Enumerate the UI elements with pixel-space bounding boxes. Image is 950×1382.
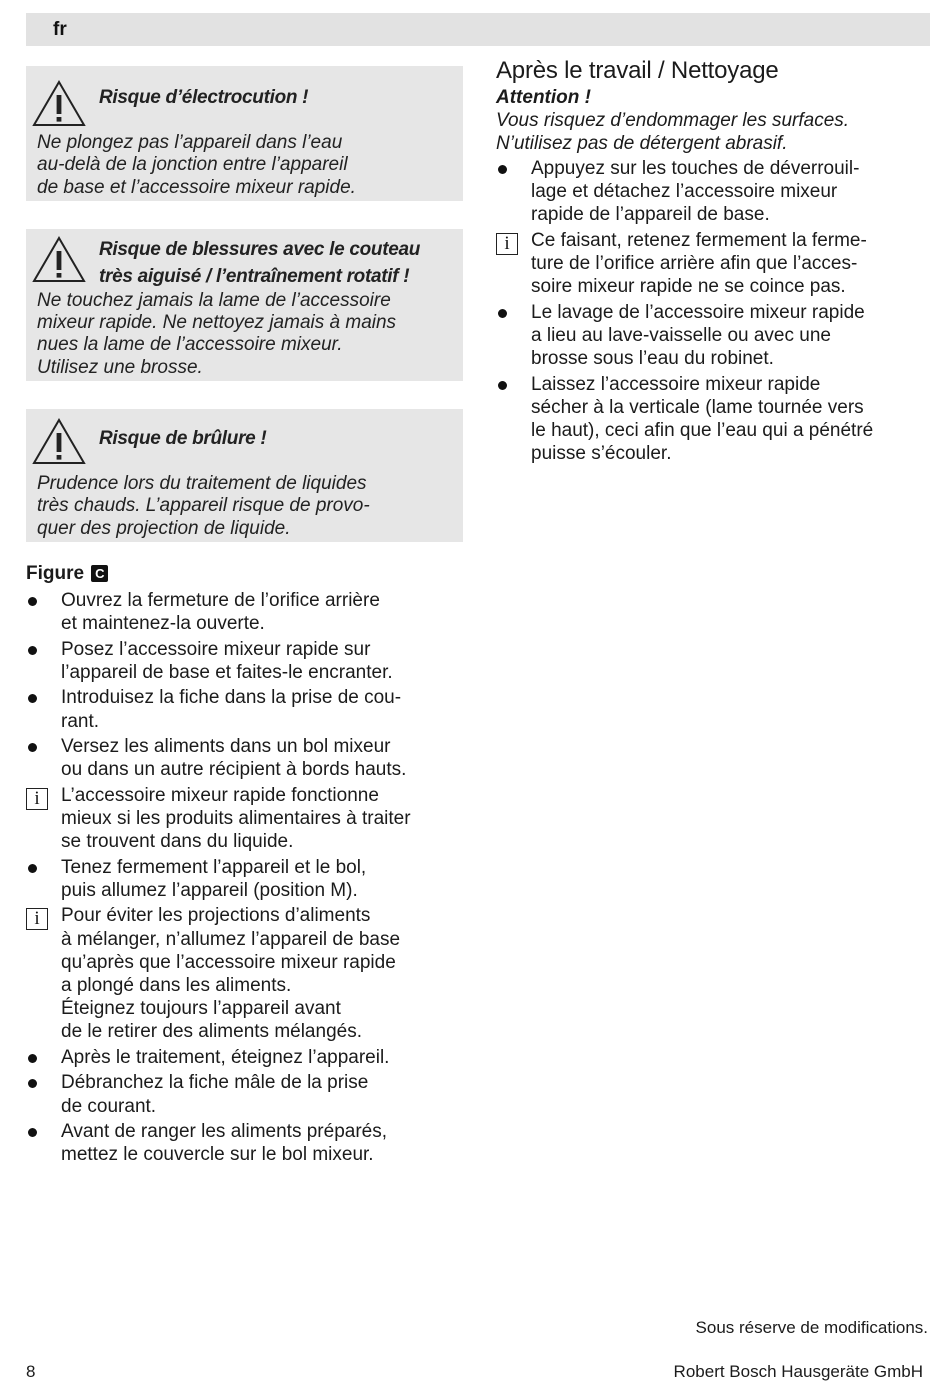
bullet-dot-icon — [28, 646, 37, 655]
bullet-dot-icon — [28, 1079, 37, 1088]
warning-title: Risque de brûlure ! — [99, 428, 267, 450]
info-icon: i — [496, 233, 518, 255]
list-item-text: L’accessoire mixeur rapide fonctionne mieux si les produits alimentaires à traiter se trouvent dans du liquide. — [61, 784, 411, 853]
list-item-text: Pour éviter les projections d’aliments à mélanger, n’allumez l’appareil de base qu’après que l’accessoire mixeur rapide a plongé dans les aliments. Éteignez toujours l’appareil avant de le retirer des aliments mélangés. — [61, 905, 401, 1043]
list-item — [26, 1046, 463, 1069]
list-item-text: Posez l’accessoire mixeur rapide sur l’appareil de base et faites-le encranter. — [61, 638, 393, 683]
list-item-text: Après le traitement, éteignez l’appareil. — [61, 1046, 390, 1068]
warning-triangle-icon — [31, 79, 87, 129]
figure-label: Figure — [26, 562, 85, 584]
language-code: fr — [53, 19, 67, 40]
info-note — [26, 904, 463, 1043]
list-item-text: Versez les aliments dans un bol mixeur ou dans un autre récipient à bords hauts. — [61, 736, 407, 781]
warning-box-electrocution — [26, 66, 463, 201]
bullet-dot-icon — [498, 381, 507, 390]
warning-triangle-icon — [31, 417, 87, 467]
bullet-dot-icon — [28, 694, 37, 703]
info-icon: i — [26, 908, 48, 930]
language-header-bar — [26, 13, 930, 46]
list-item-text: Le lavage de l’accessoire mixeur rapide a lieu au lave-vaisselle ou avec une brosse sous l’eau du robinet. — [531, 301, 865, 370]
section-title: Après le travail / Nettoyage — [496, 57, 779, 84]
list-item-text: Ce faisant, retenez fermement la ferme- ture de l’orifice arrière afin que l’acces- soire mixeur rapide ne se coince pas. — [531, 229, 867, 298]
company-name: Robert Bosch Hausgeräte GmbH — [673, 1362, 923, 1381]
list-item-text: Tenez fermement l’appareil et le bol, puis allumez l’appareil (position M). — [61, 856, 367, 901]
list-item — [496, 157, 930, 227]
attention-text: Vous risquez d’endommager les surfaces. N’utilisez pas de détergent abrasif. — [496, 110, 850, 154]
warning-text: Ne touchez jamais la lame de l’accessoire mixeur rapide. Ne nettoyez jamais à mains nues la lame de l’accessoire mixeur. Utilisez une brosse. — [37, 289, 397, 378]
right-column — [496, 56, 930, 468]
attention-heading: Attention ! — [496, 87, 591, 108]
bullet-dot-icon — [498, 165, 507, 174]
list-item-text: Ouvrez la fermeture de l’orifice arrière et maintenez-la ouverte. — [61, 589, 380, 635]
list-item-text: Appuyez sur les touches de déverrouil- lage et détachez l’accessoire mixeur rapide de l’appareil de base. — [531, 158, 860, 226]
list-item-text: Débranchez la fiche mâle de la prise de courant. — [61, 1072, 369, 1117]
list-item-text: Laissez l’accessoire mixeur rapide sécher à la verticale (lame tournée vers le haut), ceci afin que l’eau qui a pénétré puisse s’écouler. — [531, 373, 874, 465]
figure-heading — [26, 563, 463, 585]
warning-box-blade — [26, 229, 463, 381]
bullet-dot-icon — [498, 309, 507, 318]
warning-box-burn — [26, 409, 463, 542]
instruction-list — [26, 589, 463, 1167]
list-item — [26, 735, 463, 781]
warning-text: Ne plongez pas l’appareil dans l’eau au-delà de la jonction entre l’appareil de base et l’accessoire mixeur rapide. — [37, 132, 356, 198]
list-item — [26, 1120, 463, 1166]
list-item — [496, 301, 930, 371]
list-item — [26, 589, 463, 635]
info-note — [496, 229, 930, 299]
list-item — [496, 373, 930, 466]
footer-note: Sous réserve de modifications. — [695, 1318, 928, 1337]
bullet-dot-icon — [28, 597, 37, 606]
list-item-text: Introduisez la fiche dans la prise de cou- rant. — [61, 687, 402, 732]
bullet-dot-icon — [28, 1128, 37, 1137]
list-item — [26, 1071, 463, 1117]
info-note — [26, 784, 463, 854]
left-column — [26, 66, 463, 1169]
cleaning-list — [496, 157, 930, 466]
warning-title: Risque d’électrocution ! — [99, 87, 309, 108]
warning-text: Prudence lors du traitement de liquides très chauds. L’appareil risque de provo- quer des projection de liquide. — [37, 473, 370, 539]
warning-triangle-icon — [31, 235, 87, 285]
warning-title: Risque de blessures avec le couteau très aiguisé / l’entraînement rotatif ! — [99, 238, 421, 287]
bullet-dot-icon — [28, 743, 37, 752]
figure-badge: C — [91, 565, 108, 582]
bullet-dot-icon — [28, 1054, 37, 1063]
list-item — [26, 856, 463, 902]
bullet-dot-icon — [28, 864, 37, 873]
info-icon: i — [26, 788, 48, 810]
page-number: 8 — [26, 1362, 36, 1381]
list-item — [26, 638, 463, 684]
list-item — [26, 686, 463, 732]
list-item-text: Avant de ranger les aliments préparés, mettez le couvercle sur le bol mixeur. — [61, 1121, 387, 1166]
